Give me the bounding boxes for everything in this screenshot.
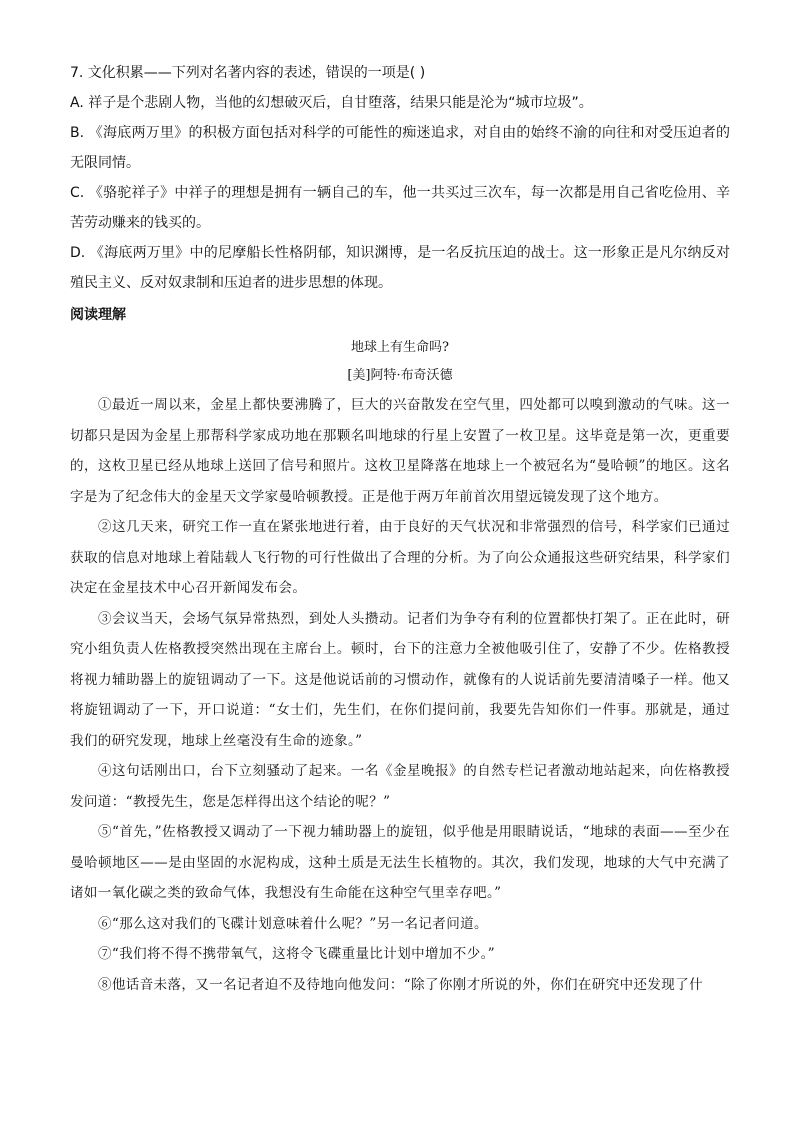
- paragraph-4: ④这句话刚出口，台下立刻骚动了起来。一名《金星晚报》的自然专栏记者激动地站起来，向佐格教授发问道：“教授先生，您是怎样得出这个结论的呢？”: [70, 763, 730, 810]
- question-stem: 7. 文化积累——下列对名著内容的表述，错误的一项是( ): [70, 65, 426, 81]
- option-b: B. 《海底两万里》的积极方面包括对科学的可能性的痴迷追求，对自由的始终不渝的向往和对受压迫者的无限同情。: [70, 125, 730, 171]
- article-title: 地球上有生命吗?: [351, 340, 449, 355]
- paragraph-6: ⑥“那么这对我们的飞碟计划意味着什么呢？”另一名记者问道。: [98, 915, 488, 932]
- option-d: D. 《海底两万里》中的尼摩船长性格阴郁，知识渊博，是一名反抗压迫的战士。这一形象正是凡尔纳反对殖民主义、反对奴隶制和压迫者的进步思想的体现。: [70, 245, 730, 291]
- option-c: C. 《骆驼祥子》中祥子的理想是拥有一辆自己的车，他一共买过三次车，每一次都是用自己省吃俭用、辛苦劳动赚来的钱买的。: [70, 185, 730, 231]
- paragraph-3: ③会议当天，会场气氛异常热烈，到处人头攒动。记者们为争夺有利的位置都快打架了。正在此时，研究小组负责人佐格教授突然出现在主席台上。顿时，台下的注意力全被他吸引住了，安静了不少。佐格教授将视力辅助器上的旋钮调动了一下。这是他说话前的习惯动作，就像有的人说话前先要清清嗓子一样。他又将旋钮调动了一下，开口说道：“女士们，先生们，在你们提问前，我要先告知你们一件事。那就是，通过我们的研究发现，地球上丝毫没有生命的迹象。”: [70, 610, 730, 749]
- paragraph-8: ⑧他话音未落，又一名记者迫不及待地向他发问：“除了你刚才所说的外，你们在研究中还发现了什: [98, 976, 703, 993]
- paragraph-2: ②这几天来，研究工作一直在紧张地进行着，由于良好的天气状况和非常强烈的信号，科学家们已通过获取的信息对地球上着陆载人飞行物的可行性做出了合理的分析。为了向公众通报这些研究结果，科学家们决定在金星技术中心召开新闻发布会。: [70, 519, 730, 596]
- article-author: [美]阿特·布奇沃德: [347, 368, 453, 383]
- section-heading: 阅读理解: [70, 307, 126, 323]
- paragraph-5: ⑤“首先，”佐格教授又调动了一下视力辅助器上的旋钮，似乎他是用眼睛说话，“地球的表面——至少在曼哈顿地区——是由坚固的水泥构成，这种土质是无法生长植物的。其次，我们发现，地球的大气中充满了诸如一氧化碳之类的致命气体，我想没有生命能在这种空气里幸存吧。”: [70, 824, 730, 901]
- paragraph-1: ①最近一周以来，金星上都快要沸腾了，巨大的兴奋散发在空气里，四处都可以嗅到激动的气味。这一切都只是因为金星上那帮科学家成功地在那颗名叫地球的行星上安置了一枚卫星。这毕竟是第一次，更重要的，这枚卫星已经从地球上送回了信号和照片。这枚卫星降落在地球上一个被冠名为“曼哈顿”的地区。这名字是为了纪念伟大的金星天文学家曼哈顿教授。正是他于两万年前首次用望远镜发现了这个地方。: [70, 397, 730, 505]
- document-page: [70, 58, 730, 1000]
- option-a: A. 祥子是个悲剧人物，当他的幻想破灭后，自甘堕落，结果只能是沦为“城市垃圾”。: [70, 95, 593, 111]
- paragraph-7: ⑦“我们将不得不携带氧气，这将令飞碟重量比计划中增加不少。”: [98, 946, 496, 962]
